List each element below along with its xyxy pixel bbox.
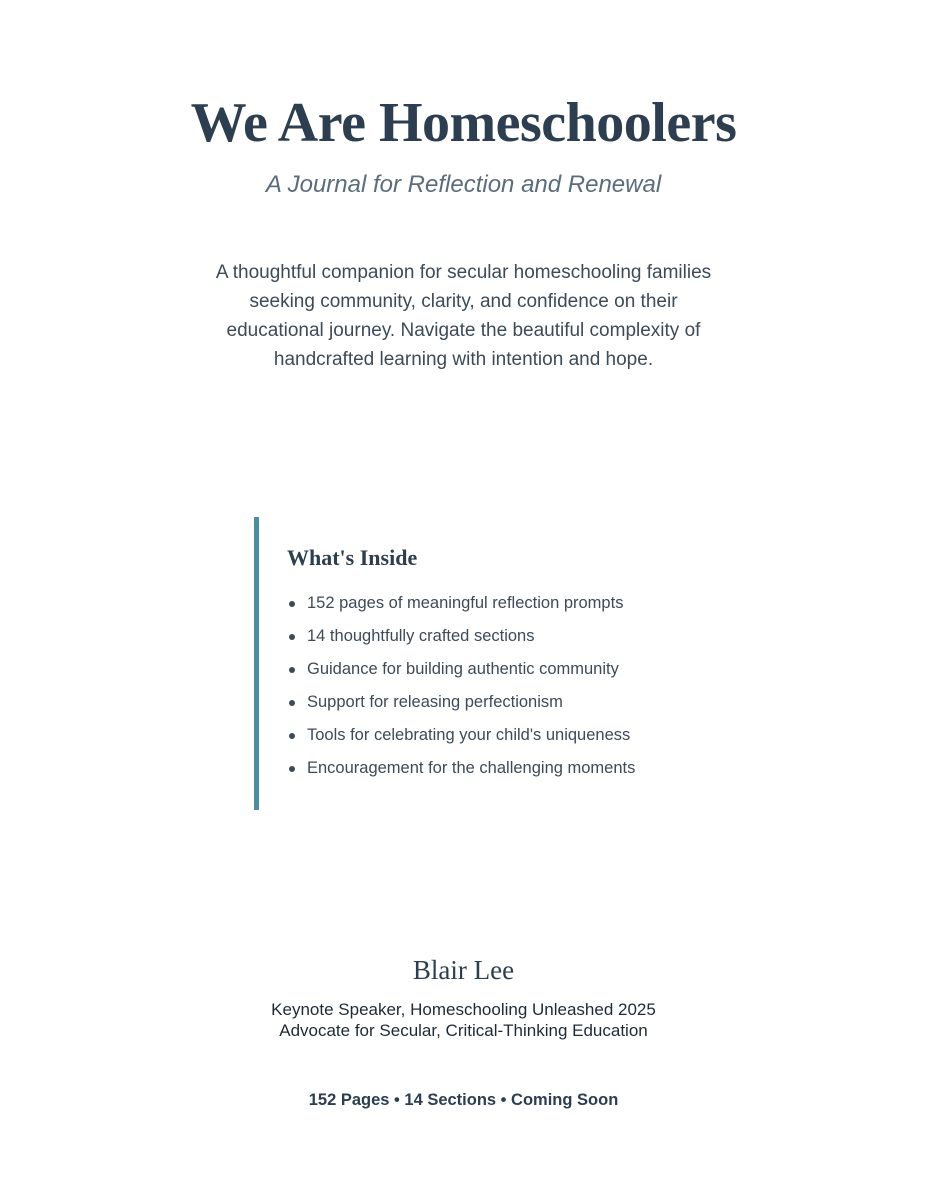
author-name: Blair Lee bbox=[412, 955, 515, 985]
list-item bbox=[287, 752, 674, 785]
list-item-text: 14 thoughtfully crafted sections bbox=[307, 627, 535, 645]
list-item-text: 152 pages of meaningful reflection prompts bbox=[307, 594, 624, 612]
list-item-text: Encouragement for the challenging moments bbox=[307, 759, 636, 777]
list-item-text: Tools for celebrating your child's uniqueness bbox=[307, 726, 631, 744]
list-item-text: Guidance for building authentic community bbox=[307, 660, 619, 678]
bullet-icon bbox=[289, 601, 295, 607]
bullet-icon bbox=[289, 733, 295, 739]
list-item-text: Support for releasing perfectionism bbox=[307, 693, 563, 711]
author-credential: Keynote Speaker, Homeschooling Unleashed 2025 bbox=[271, 1000, 656, 1019]
book-description: A thoughtful companion for secular homeschooling families seeking community, clarity, and confidence on their educational journey. Navigate the beautiful complexity of handcrafted learning with intention and hope. bbox=[215, 262, 712, 370]
list-item bbox=[287, 653, 674, 686]
bullet-icon bbox=[289, 634, 295, 640]
list-item bbox=[287, 620, 674, 653]
bullet-icon bbox=[289, 667, 295, 673]
whats-inside-box bbox=[254, 517, 674, 810]
bullet-icon bbox=[289, 766, 295, 772]
list-item bbox=[287, 719, 674, 752]
bullet-icon bbox=[289, 700, 295, 706]
whats-inside-list bbox=[287, 587, 674, 785]
list-item bbox=[287, 587, 674, 620]
book-meta-line: 152 Pages • 14 Sections • Coming Soon bbox=[308, 1091, 619, 1109]
author-credential: Advocate for Secular, Critical-Thinking Education bbox=[279, 1021, 648, 1040]
whats-inside-heading: What's Inside bbox=[287, 545, 418, 570]
book-title: We Are Homeschoolers bbox=[190, 92, 737, 154]
book-subtitle: A Journal for Reflection and Renewal bbox=[265, 171, 662, 198]
list-item bbox=[287, 686, 674, 719]
